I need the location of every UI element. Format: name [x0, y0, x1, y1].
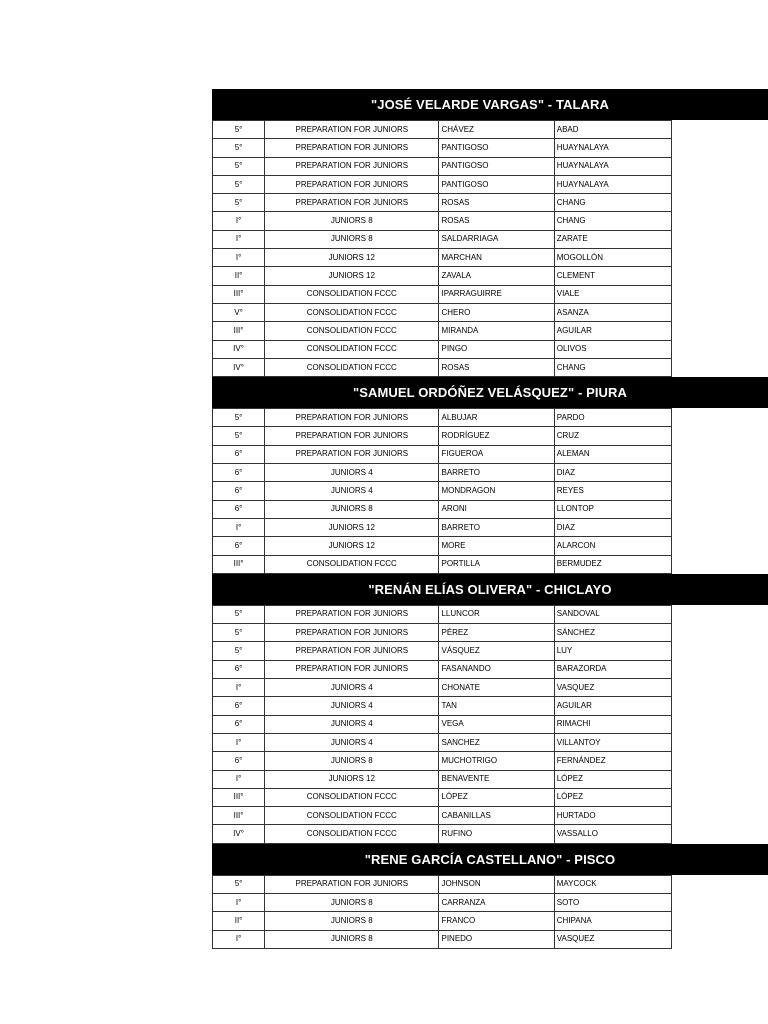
program-cell: JUNIORS 12 [265, 518, 439, 536]
surname-1-cell: CHERO [439, 303, 554, 321]
surname-1-cell: ZAVALA [439, 267, 554, 285]
grade-cell: 6° [213, 697, 265, 715]
surname-1-cell: PÉREZ [439, 624, 554, 642]
grade-cell: III° [213, 285, 265, 303]
surname-2-cell: ASANZA [554, 303, 671, 321]
section-title: "JOSÉ VELARDE VARGAS" - TALARA [370, 97, 610, 112]
surname-2-cell: REYES [554, 482, 671, 500]
program-cell: PREPARATION FOR JUNIORS [265, 605, 439, 623]
grade-cell: I° [213, 230, 265, 248]
program-cell: PREPARATION FOR JUNIORS [265, 445, 439, 463]
surname-2-cell: VIALE [554, 285, 671, 303]
program-cell: JUNIORS 8 [265, 230, 439, 248]
grade-cell: I° [213, 212, 265, 230]
surname-1-cell: ALBUJAR [439, 409, 554, 427]
table-row [213, 679, 672, 697]
grade-cell: 5° [213, 624, 265, 642]
program-cell: PREPARATION FOR JUNIORS [265, 139, 439, 157]
table-row [213, 482, 672, 500]
section-table [212, 408, 672, 574]
surname-1-cell: FRANCO [439, 912, 554, 930]
table-row [213, 788, 672, 806]
program-cell: CONSOLIDATION FCCC [265, 303, 439, 321]
surname-1-cell: ROSAS [439, 212, 554, 230]
school-section [212, 844, 768, 949]
program-cell: CONSOLIDATION FCCC [265, 340, 439, 358]
surname-1-cell: VEGA [439, 715, 554, 733]
program-cell: PREPARATION FOR JUNIORS [265, 624, 439, 642]
program-cell: PREPARATION FOR JUNIORS [265, 875, 439, 893]
surname-1-cell: FASANANDO [439, 660, 554, 678]
program-cell: CONSOLIDATION FCCC [265, 788, 439, 806]
grade-cell: IV° [213, 340, 265, 358]
surname-1-cell: MORE [439, 537, 554, 555]
table-row [213, 555, 672, 573]
grade-cell: 5° [213, 157, 265, 175]
surname-2-cell: VILLANTOY [554, 733, 671, 751]
program-cell: JUNIORS 12 [265, 267, 439, 285]
grade-cell: I° [213, 249, 265, 267]
surname-1-cell: VÁSQUEZ [439, 642, 554, 660]
table-row [213, 303, 672, 321]
surname-1-cell: PINEDO [439, 930, 554, 948]
surname-2-cell: LLONTOP [554, 500, 671, 518]
grade-cell: 5° [213, 427, 265, 445]
surname-1-cell: MIRANDA [439, 322, 554, 340]
table-row [213, 249, 672, 267]
surname-2-cell: CLEMENT [554, 267, 671, 285]
surname-2-cell: MAYCOCK [554, 875, 671, 893]
grade-cell: I° [213, 733, 265, 751]
table-row [213, 660, 672, 678]
program-cell: CONSOLIDATION FCCC [265, 322, 439, 340]
section-table [212, 120, 672, 377]
school-section [212, 377, 768, 574]
surname-2-cell: OLIVOS [554, 340, 671, 358]
surname-1-cell: BARRETO [439, 464, 554, 482]
grade-cell: 6° [213, 752, 265, 770]
surname-1-cell: JOHNSON [439, 875, 554, 893]
program-cell: JUNIORS 4 [265, 679, 439, 697]
surname-1-cell: ROSAS [439, 358, 554, 376]
surname-1-cell: LÓPEZ [439, 788, 554, 806]
grade-cell: I° [213, 770, 265, 788]
table-row [213, 715, 672, 733]
program-cell: JUNIORS 12 [265, 249, 439, 267]
section-header [212, 89, 768, 120]
section-header [212, 377, 768, 408]
surname-2-cell: CHANG [554, 212, 671, 230]
surname-1-cell: PANTIGOSO [439, 157, 554, 175]
program-cell: JUNIORS 8 [265, 500, 439, 518]
grade-cell: 6° [213, 500, 265, 518]
program-cell: JUNIORS 4 [265, 733, 439, 751]
surname-1-cell: CHÁVEZ [439, 121, 554, 139]
table-row [213, 642, 672, 660]
grade-cell: I° [213, 518, 265, 536]
section-title: "RENE GARCÍA CASTELLANO" - PISCO [364, 851, 616, 867]
surname-2-cell: BARAZORDA [554, 660, 671, 678]
program-cell: JUNIORS 4 [265, 464, 439, 482]
table-row [213, 157, 672, 175]
table-row [213, 358, 672, 376]
surname-2-cell: LÓPEZ [554, 788, 671, 806]
program-cell: JUNIORS 4 [265, 482, 439, 500]
surname-1-cell: IPARRAGUIRRE [439, 285, 554, 303]
program-cell: PREPARATION FOR JUNIORS [265, 642, 439, 660]
table-row [213, 624, 672, 642]
table-row [213, 697, 672, 715]
table-row [213, 752, 672, 770]
grade-cell: 5° [213, 194, 265, 212]
table-row [213, 518, 672, 536]
surname-2-cell: LUY [554, 642, 671, 660]
grade-cell: III° [213, 555, 265, 573]
grade-cell: 5° [213, 175, 265, 193]
surname-2-cell: VASSALLO [554, 825, 671, 843]
program-cell: PREPARATION FOR JUNIORS [265, 121, 439, 139]
surname-2-cell: MOGOLLÓN [554, 249, 671, 267]
surname-2-cell: RIMACHI [554, 715, 671, 733]
table-row [213, 893, 672, 911]
surname-2-cell: AGUILAR [554, 697, 671, 715]
program-cell: JUNIORS 8 [265, 930, 439, 948]
surname-1-cell: TAN [439, 697, 554, 715]
surname-2-cell: HURTADO [554, 807, 671, 825]
surname-2-cell: CHANG [554, 358, 671, 376]
surname-1-cell: SALDARRIAGA [439, 230, 554, 248]
table-row [213, 322, 672, 340]
program-cell: CONSOLIDATION FCCC [265, 555, 439, 573]
table-row [213, 121, 672, 139]
table-row [213, 807, 672, 825]
surname-2-cell: VASQUEZ [554, 930, 671, 948]
grade-cell: III° [213, 807, 265, 825]
surname-2-cell: CHIPANA [554, 912, 671, 930]
surname-2-cell: BERMUDEZ [554, 555, 671, 573]
program-cell: JUNIORS 12 [265, 770, 439, 788]
program-cell: CONSOLIDATION FCCC [265, 825, 439, 843]
table-row [213, 537, 672, 555]
table-row [213, 212, 672, 230]
surname-1-cell: MONDRAGON [439, 482, 554, 500]
grade-cell: 5° [213, 605, 265, 623]
program-cell: PREPARATION FOR JUNIORS [265, 409, 439, 427]
grade-cell: IV° [213, 825, 265, 843]
program-cell: JUNIORS 12 [265, 537, 439, 555]
surname-2-cell: SÁNCHEZ [554, 624, 671, 642]
grade-cell: II° [213, 267, 265, 285]
surname-2-cell: AGUILAR [554, 322, 671, 340]
table-row [213, 139, 672, 157]
surname-1-cell: BARRETO [439, 518, 554, 536]
table-row [213, 445, 672, 463]
program-cell: CONSOLIDATION FCCC [265, 358, 439, 376]
grade-cell: 6° [213, 464, 265, 482]
surname-1-cell: PORTILLA [439, 555, 554, 573]
program-cell: JUNIORS 8 [265, 893, 439, 911]
table-row [213, 825, 672, 843]
table-row [213, 605, 672, 623]
surname-1-cell: PINGO [439, 340, 554, 358]
table-row [213, 464, 672, 482]
surname-2-cell: ALEMAN [554, 445, 671, 463]
table-row [213, 930, 672, 948]
surname-2-cell: ZARATE [554, 230, 671, 248]
surname-2-cell: FERNÁNDEZ [554, 752, 671, 770]
grade-cell: II° [213, 912, 265, 930]
grade-cell: 5° [213, 875, 265, 893]
table-row [213, 427, 672, 445]
surname-1-cell: PANTIGOSO [439, 139, 554, 157]
grade-cell: 5° [213, 139, 265, 157]
surname-2-cell: ABAD [554, 121, 671, 139]
grade-cell: 5° [213, 121, 265, 139]
surname-2-cell: ALARCON [554, 537, 671, 555]
grade-cell: I° [213, 893, 265, 911]
surname-2-cell: DIAZ [554, 464, 671, 482]
surname-1-cell: FIGUEROA [439, 445, 554, 463]
program-cell: CONSOLIDATION FCCC [265, 807, 439, 825]
section-title: "RENÁN ELÍAS OLIVERA" - CHICLAYO [368, 581, 612, 597]
surname-2-cell: VASQUEZ [554, 679, 671, 697]
section-table [212, 605, 672, 844]
surname-1-cell: PANTIGOSO [439, 175, 554, 193]
school-section [212, 574, 768, 844]
grade-cell: 5° [213, 409, 265, 427]
surname-1-cell: MARCHAN [439, 249, 554, 267]
table-row [213, 267, 672, 285]
surname-1-cell: SANCHEZ [439, 733, 554, 751]
grade-cell: IV° [213, 358, 265, 376]
table-row [213, 770, 672, 788]
grade-cell: III° [213, 322, 265, 340]
section-header [212, 574, 768, 605]
surname-2-cell: SOTO [554, 893, 671, 911]
surname-1-cell: CARRANZA [439, 893, 554, 911]
program-cell: CONSOLIDATION FCCC [265, 285, 439, 303]
table-row [213, 409, 672, 427]
program-cell: PREPARATION FOR JUNIORS [265, 427, 439, 445]
program-cell: JUNIORS 8 [265, 752, 439, 770]
table-row [213, 340, 672, 358]
grade-cell: I° [213, 930, 265, 948]
surname-2-cell: HUAYNALAYA [554, 157, 671, 175]
surname-2-cell: SANDOVAL [554, 605, 671, 623]
grade-cell: V° [213, 303, 265, 321]
grade-cell: 6° [213, 537, 265, 555]
grade-cell: 6° [213, 482, 265, 500]
grade-cell: III° [213, 788, 265, 806]
surname-1-cell: CABANILLAS [439, 807, 554, 825]
surname-1-cell: LLUNCOR [439, 605, 554, 623]
grade-cell: 6° [213, 660, 265, 678]
surname-1-cell: ROSAS [439, 194, 554, 212]
table-row [213, 912, 672, 930]
school-section [212, 89, 768, 377]
section-header [212, 844, 768, 875]
surname-2-cell: PARDO [554, 409, 671, 427]
surname-2-cell: HUAYNALAYA [554, 139, 671, 157]
program-cell: JUNIORS 8 [265, 912, 439, 930]
surname-1-cell: RODRÍGUEZ [439, 427, 554, 445]
program-cell: JUNIORS 4 [265, 715, 439, 733]
surname-2-cell: LÓPEZ [554, 770, 671, 788]
grade-cell: 6° [213, 715, 265, 733]
surname-2-cell: DIAZ [554, 518, 671, 536]
surname-1-cell: MUCHOTRIGO [439, 752, 554, 770]
grade-cell: 5° [213, 642, 265, 660]
surname-1-cell: BENAVENTE [439, 770, 554, 788]
grade-cell: 6° [213, 445, 265, 463]
surname-1-cell: RUFINO [439, 825, 554, 843]
surname-2-cell: CRUZ [554, 427, 671, 445]
surname-1-cell: ARONI [439, 500, 554, 518]
surname-2-cell: CHANG [554, 194, 671, 212]
program-cell: PREPARATION FOR JUNIORS [265, 175, 439, 193]
table-row [213, 875, 672, 893]
program-cell: PREPARATION FOR JUNIORS [265, 660, 439, 678]
document-sheet [212, 89, 768, 949]
table-row [213, 194, 672, 212]
table-row [213, 230, 672, 248]
table-row [213, 285, 672, 303]
section-table [212, 875, 672, 949]
surname-1-cell: CHONATE [439, 679, 554, 697]
program-cell: JUNIORS 4 [265, 697, 439, 715]
table-row [213, 175, 672, 193]
surname-2-cell: HUAYNALAYA [554, 175, 671, 193]
grade-cell: I° [213, 679, 265, 697]
table-row [213, 733, 672, 751]
section-title: "SAMUEL ORDÓÑEZ VELÁSQUEZ" - PIURA [352, 385, 628, 401]
program-cell: PREPARATION FOR JUNIORS [265, 194, 439, 212]
program-cell: PREPARATION FOR JUNIORS [265, 157, 439, 175]
program-cell: JUNIORS 8 [265, 212, 439, 230]
table-row [213, 500, 672, 518]
